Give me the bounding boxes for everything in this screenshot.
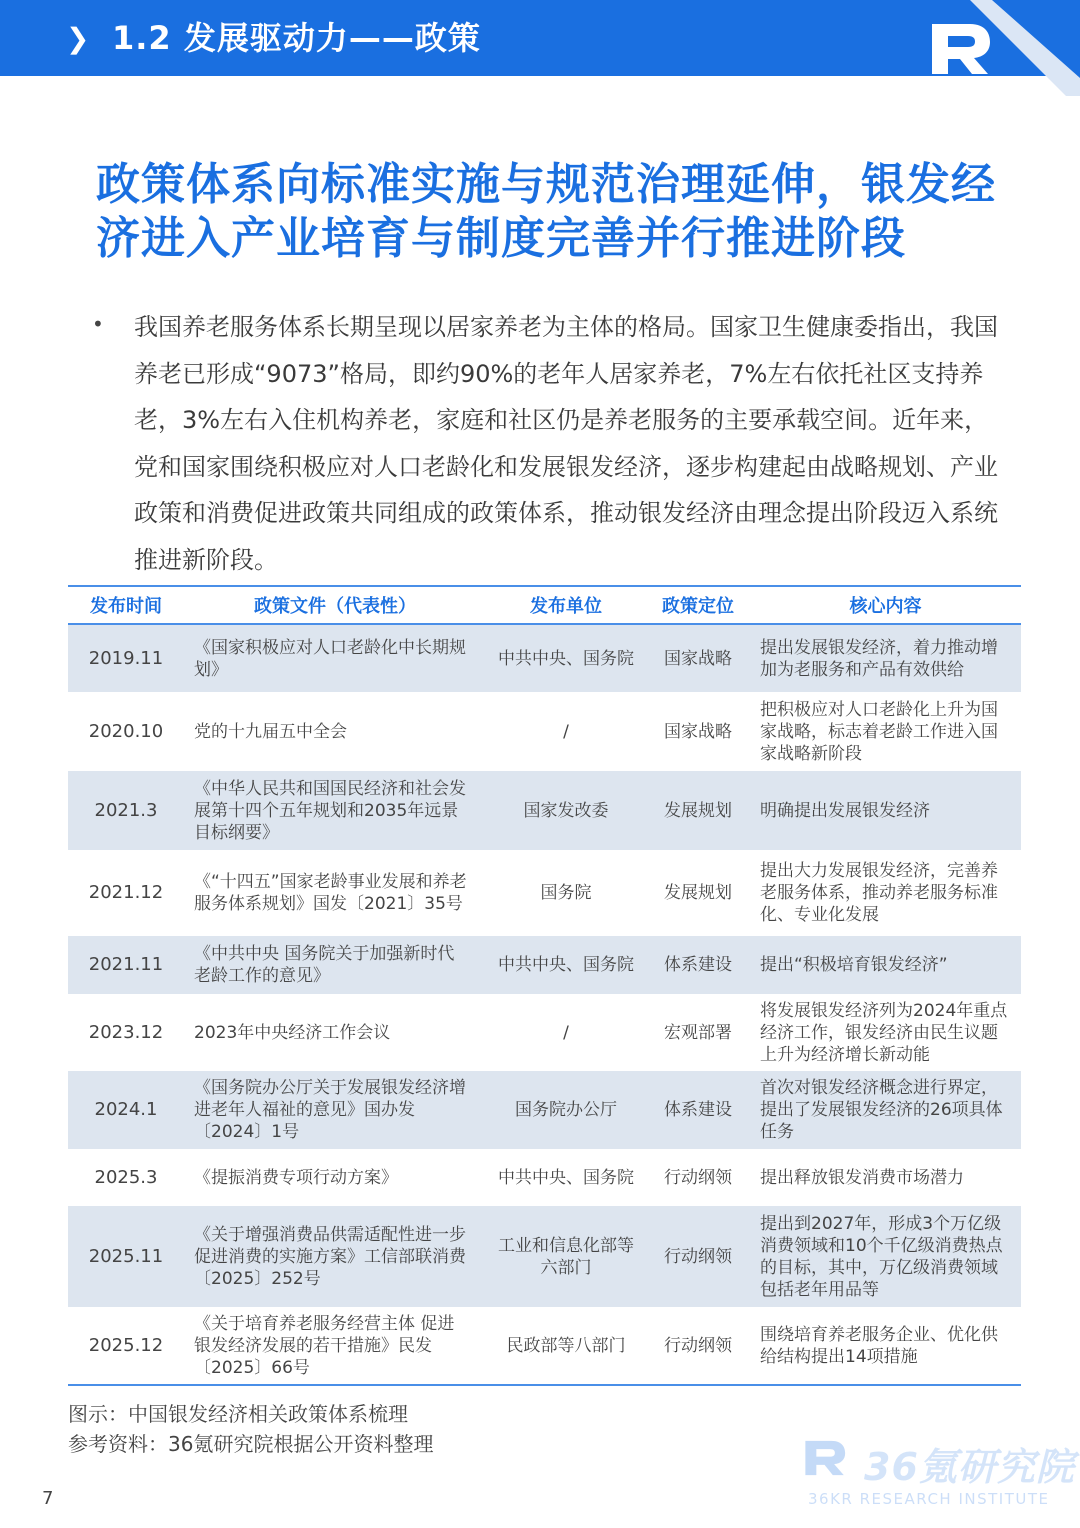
cell-unit: 国务院办公厅	[486, 1071, 646, 1149]
cell-document: 《提振消费专项行动方案》	[194, 1167, 398, 1188]
cell-unit: 国务院	[540, 883, 592, 903]
cell-date: 2021.11	[68, 936, 184, 994]
watermark-cn: 36氪研究院	[864, 1445, 1075, 1489]
cell-unit: /	[563, 721, 569, 742]
cell-date: 2019.11	[68, 624, 184, 692]
cell-unit: 工业和信息化部等六部门	[486, 1206, 646, 1307]
table-row	[68, 1149, 1021, 1206]
header-core: 核心内容	[750, 586, 1021, 624]
cell-date: 2021.3	[68, 771, 184, 850]
table-row	[68, 771, 1021, 850]
table-row	[68, 994, 1021, 1071]
header-band	[0, 0, 1080, 76]
cell-date: 2020.10	[88, 720, 164, 742]
cell-core: 把积极应对人口老龄化上升为国家战略，标志着老龄工作进入国家战略新阶段	[760, 699, 998, 764]
chevron-right-icon: ❯	[66, 22, 90, 55]
cell-document: 《关于增强消费品供需适配性进一步促进消费的实施方案》工信部联消费〔2025〕252号	[184, 1206, 486, 1307]
cell-date: 2024.1	[68, 1071, 184, 1149]
cell-position: 体系建设	[646, 1071, 750, 1149]
cell-document: 《关于培育养老服务经营主体 促进银发经济发展的若干措施》民发〔2025〕66号	[184, 1307, 486, 1385]
cell-core: 提出到2027年，形成3个万亿级消费领域和10个千亿级消费热点的目标，其中，万亿级消费领域包括老年用品等	[750, 1206, 1021, 1307]
header-position: 政策定位	[646, 586, 750, 624]
cell-date: 2025.11	[68, 1206, 184, 1307]
figure-caption: 图示：中国银发经济相关政策体系梳理	[68, 1402, 408, 1426]
cell-position: 宏观部署	[664, 1022, 732, 1043]
cell-unit: 中共中央、国务院	[486, 624, 646, 692]
cell-position: 行动纲领	[646, 1206, 750, 1307]
cell-position: 体系建设	[646, 936, 750, 994]
cell-core: 提出释放银发消费市场潜力	[760, 1167, 964, 1188]
cell-core: 提出大力发展银发经济，完善养老服务体系，推动养老服务标准化、专业化发展	[760, 861, 998, 925]
watermark-en: 36KR RESEARCH INSTITUTE	[808, 1490, 1050, 1508]
table-row	[68, 624, 1021, 692]
cell-position: 行动纲领	[646, 1307, 750, 1385]
table-row	[68, 936, 1021, 994]
cell-document: 《国家积极应对人口老龄化中长期规划》	[184, 624, 486, 692]
cell-core: 将发展银发经济列为2024年重点经济工作，银发经济由民生议题上升为经济增长新动能	[760, 1000, 1008, 1065]
cell-core: 提出“积极培育银发经济”	[750, 936, 1021, 994]
section-title: 1.2 发展驱动力——政策	[112, 19, 481, 57]
header-document: 政策文件（代表性）	[184, 586, 486, 624]
cell-unit: 民政部等八部门	[486, 1307, 646, 1385]
cell-position: 国家战略	[646, 624, 750, 692]
cell-core: 围绕培育养老服务企业、优化供给结构提出14项措施	[750, 1307, 1021, 1385]
source-note: 参考资料：36氪研究院根据公开资料整理	[68, 1432, 434, 1456]
cell-document: 《国务院办公厅关于发展银发经济增进老年人福祉的意见》国办发〔2024〕1号	[184, 1071, 486, 1149]
cell-position: 国家战略	[664, 721, 732, 742]
cell-position: 行动纲领	[664, 1167, 732, 1188]
intro-paragraph: 我国养老服务体系长期呈现以居家养老为主体的格局。国家卫生健康委指出，我国养老已形成“9073”格局，即约90%的老年人居家养老，7%左右依托社区支持养老，3%左右入住机构养老，家庭和社区仍是养老服务的主要承载空间。近年来，党和国家围绕积极应对人口老龄化和发展银发经济，逐步构建起由战略规划、产业政策和消费促进政策共同组成的政策体系，推动银发经济由理念提出阶段迈入系统推进新阶段。	[134, 313, 998, 574]
table-header-row	[68, 586, 1021, 624]
table-row	[68, 1307, 1021, 1385]
cell-position: 发展规划	[664, 883, 732, 903]
header-unit: 发布单位	[486, 586, 646, 624]
cell-unit: /	[563, 1022, 569, 1043]
cell-core: 明确提出发展银发经济	[750, 771, 1021, 850]
cell-date: 2025.3	[94, 1166, 158, 1188]
cell-date: 2021.12	[88, 882, 164, 903]
cell-document: 党的十九届五中全会	[194, 721, 347, 742]
cell-unit: 国家发改委	[486, 771, 646, 850]
page-number: 7	[42, 1488, 54, 1509]
cell-unit: 中共中央、国务院	[486, 936, 646, 994]
bullet-icon: •	[92, 312, 104, 336]
table-row	[68, 1071, 1021, 1149]
cell-unit: 中共中央、国务院	[498, 1167, 634, 1188]
cell-date: 2025.12	[68, 1307, 184, 1385]
header-date: 发布时间	[68, 586, 184, 624]
cell-document: 2023年中央经济工作会议	[194, 1022, 391, 1043]
table-row	[68, 850, 1021, 936]
36kr-r-logo-icon	[930, 20, 1000, 78]
table-row	[68, 692, 1021, 771]
cell-position: 发展规划	[646, 771, 750, 850]
cell-core: 提出发展银发经济，着力推动增加为老服务和产品有效供给	[750, 624, 1021, 692]
cell-document: 《中共中央 国务院关于加强新时代老龄工作的意见》	[184, 936, 486, 994]
cell-date: 2023.12	[88, 1021, 164, 1043]
cell-document: 《中华人民共和国国民经济和社会发展第十四个五年规划和2035年远景目标纲要》	[184, 771, 486, 850]
table-row	[68, 1206, 1021, 1307]
policy-table	[68, 585, 1021, 1386]
cell-document: 《“十四五”国家老龄事业发展和养老服务体系规划》国发〔2021〕35号	[194, 872, 467, 914]
cell-core: 首次对银发经济概念进行界定，提出了发展银发经济的26项具体任务	[750, 1071, 1021, 1149]
watermark-r-logo-icon	[804, 1436, 852, 1480]
page-headline: 政策体系向标准实施与规范治理延伸，银发经济进入产业培育与制度完善并行推进阶段	[96, 159, 996, 264]
